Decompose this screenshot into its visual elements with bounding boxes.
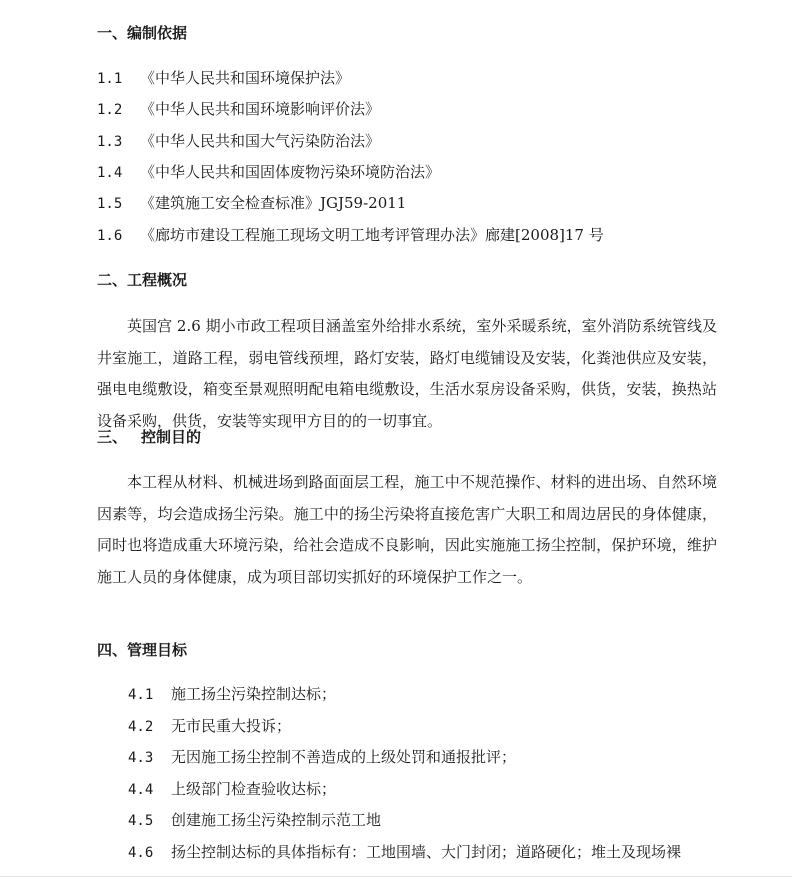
section-2-heading: 二、工程概况 (97, 271, 188, 289)
item-number: 4.3 (128, 750, 154, 766)
item-number: 4.1 (128, 687, 154, 703)
item-number: 4.2 (128, 719, 154, 735)
item-text: 《中华人民共和国环境影响评价法》 (140, 100, 381, 118)
section-1-heading: 一、编制依据 (97, 24, 188, 42)
item-number: 1.1 (97, 71, 123, 87)
item-number: 1.6 (97, 228, 123, 244)
section-3-heading (97, 427, 201, 447)
item-number: 1.2 (97, 102, 123, 118)
item-number: 1.4 (97, 165, 123, 181)
item-text: 无市民重大投诉； (171, 717, 292, 735)
section-4-heading: 四、管理目标 (97, 641, 188, 659)
list-item (128, 842, 681, 863)
list-item (128, 779, 336, 800)
section-3-number: 三、 (97, 428, 128, 446)
item-number: 4.5 (128, 813, 154, 829)
item-text: 《中华人民共和国环境保护法》 (140, 69, 351, 87)
list-item (128, 810, 381, 831)
item-number: 1.5 (97, 196, 123, 212)
item-text: 上级部门检查验收达标； (171, 780, 337, 798)
list-item (97, 193, 406, 214)
list-item (97, 162, 440, 183)
section-2-paragraph: 英国宫 2.6 期小市政工程项目涵盖室外给排水系统，室外采暖系统，室外消防系统管线及井室施工，道路工程，弱电管线预埋，路灯安装，路灯电缆铺设及安装，化粪池供应及安装，强电电缆敷设，箱变至景观照明配电箱电缆敷设，生活水泵房设备采购，供货，安装，换热站设备采购，供货，安装等实现甲方目的的一切事宜。 (97, 317, 717, 430)
item-text: 创建施工扬尘污染控制示范工地 (171, 811, 382, 829)
list-item (128, 716, 291, 737)
item-text: 施工扬尘污染控制达标； (171, 685, 337, 703)
item-text: 《廊坊市建设工程施工现场文明工地考评管理办法》廊建[2008]17 号 (140, 226, 604, 244)
list-item (128, 747, 516, 768)
list-item (97, 225, 604, 246)
item-number: 4.4 (128, 782, 154, 798)
item-text: 《建筑施工安全检查标准》JGJ59-2011 (140, 194, 407, 212)
item-number: 4.6 (128, 845, 154, 861)
item-text: 无因施工扬尘控制不善造成的上级处罚和通报批评； (171, 748, 517, 766)
item-text: 扬尘控制达标的具体指标有：工地围墙、大门封闭；道路硬化；堆土及现场裸 (171, 843, 682, 861)
item-text: 《中华人民共和国固体废物污染环境防治法》 (140, 163, 441, 181)
item-number: 1.3 (97, 134, 123, 150)
list-item (97, 68, 350, 89)
list-item (128, 684, 336, 705)
section-3-title: 控制目的 (141, 428, 202, 446)
page-bottom-divider (0, 876, 792, 877)
list-item (97, 99, 380, 120)
item-text: 《中华人民共和国大气污染防治法》 (140, 132, 381, 150)
section-3-paragraph: 本工程从材料、机械进场到路面面层工程，施工中不规范操作、材料的进出场、自然环境因素等，均会造成扬尘污染。施工中的扬尘污染将直接危害广大职工和周边居民的身体健康，同时也将造成重大环境污染，给社会造成不良影响，因此实施施工扬尘控制，保护环境，维护施工人员的身体健康，成为项目部切实抓好的环境保护工作之一。 (97, 473, 717, 586)
list-item (97, 131, 380, 152)
